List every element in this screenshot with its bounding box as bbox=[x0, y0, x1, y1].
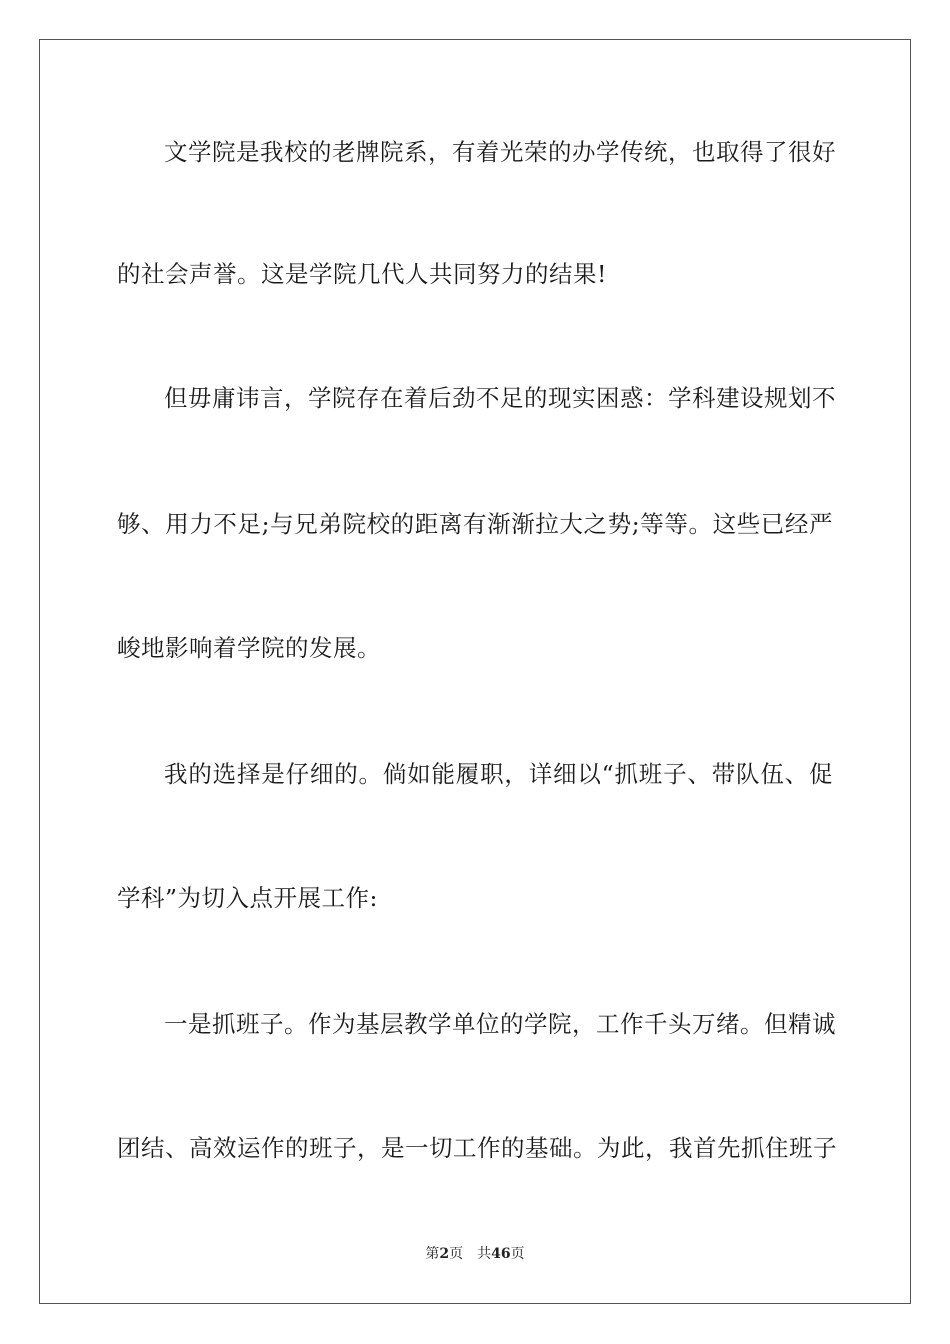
paragraph-4-line-2: 团结、高效运作的班子，是一切工作的基础。为此，我首先抓住班子 bbox=[117, 1134, 837, 1162]
paragraph-4-line-1: 一是抓班子。作为基层教学单位的学院，工作千头万绪。但精诚 bbox=[164, 1010, 836, 1038]
footer-page-prefix: 第 bbox=[425, 1246, 440, 1262]
paragraph-2-line-2: 够、用力不足;与兄弟院校的距离有渐渐拉大之势;等等。这些已经严 bbox=[117, 510, 833, 538]
paragraph-1-line-1: 文学院是我校的老牌院系，有着光荣的办学传统，也取得了很好 bbox=[164, 138, 836, 166]
paragraph-3-line-1: 我的选择是仔细的。倘如能履职，详细以“抓班子、带队伍、促 bbox=[164, 760, 833, 788]
paragraph-2-line-1: 但毋庸讳言，学院存在着后劲不足的现实困惑：学科建设规划不 bbox=[164, 384, 836, 412]
footer-page-number: 2 bbox=[439, 1246, 450, 1262]
paragraph-2-line-3: 峻地影响着学院的发展。 bbox=[117, 634, 381, 662]
page-footer bbox=[0, 1244, 950, 1264]
footer-page-suffix: 页 bbox=[449, 1246, 464, 1262]
footer-total-suffix: 页 bbox=[510, 1246, 525, 1262]
page-frame bbox=[39, 39, 911, 1304]
footer-total-prefix: 共 bbox=[477, 1246, 492, 1262]
footer-total-pages: 46 bbox=[491, 1246, 511, 1262]
paragraph-3-line-2: 学科”为切入点开展工作: bbox=[117, 884, 378, 912]
paragraph-1-line-2: 的社会声誉。这是学院几代人共同努力的结果! bbox=[117, 260, 607, 288]
